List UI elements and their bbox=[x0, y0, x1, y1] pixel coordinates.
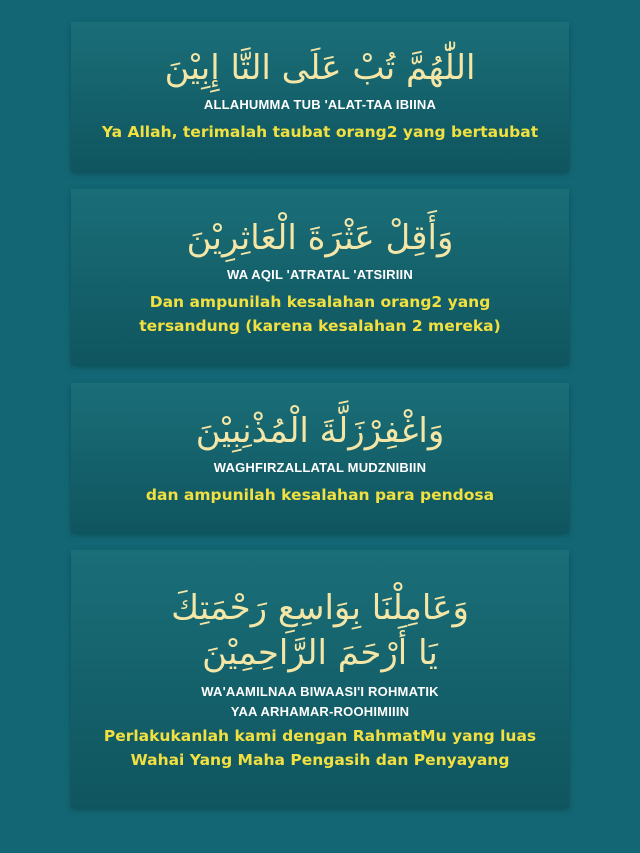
meaning-text-line-1: Perlakukanlah kami dengan RahmatMu yang luas bbox=[103, 727, 537, 746]
transliteration-text: ALLAHUMMA TUB 'ALAT-TAA IBIINA bbox=[203, 97, 437, 113]
arabic-text: وَأَقِلْ عَثْرَةَ الْعَاثِرِيْنَ bbox=[186, 218, 454, 259]
arabic-text-line-2: يَا أَرْحَمَ الرَّاحِمِيْنَ bbox=[202, 633, 438, 674]
prayer-card-2 bbox=[71, 189, 569, 365]
transliteration-text-line-2: YAA ARHAMAR-ROOHIMIIIN bbox=[230, 703, 410, 719]
meaning-text-line-2: tersandung (karena kesalahan 2 mereka) bbox=[139, 316, 501, 335]
meaning-text-line-1: Dan ampunilah kesalahan orang2 yang bbox=[149, 292, 491, 311]
arabic-text: وَاغْفِرْزَلَّةَ الْمُذْنِبِيْنَ bbox=[195, 411, 445, 452]
transliteration-text: WA AQIL 'ATRATAL 'ATSIRIIN bbox=[227, 267, 413, 283]
prayer-card-4 bbox=[71, 550, 569, 808]
arabic-text-line-1: وَعَامِلْنَا بِوَاسِعِ رَحْمَتِكَ bbox=[171, 587, 469, 628]
prayer-card-3 bbox=[71, 383, 569, 533]
meaning-text: Ya Allah, terimalah taubat orang2 yang bertaubat bbox=[101, 122, 539, 141]
transliteration-text-line-1: WA'AAMILNAA BIWAASI'I ROHMATIK bbox=[201, 684, 439, 700]
prayer-card-1 bbox=[71, 22, 569, 172]
meaning-text: dan ampunilah kesalahan para pendosa bbox=[145, 485, 495, 504]
meaning-text-line-2: Wahai Yang Maha Pengasih dan Penyayang bbox=[130, 751, 510, 770]
arabic-text: اللّٰهُمَّ تُبْ عَلَى التَّا إِبِيْنَ bbox=[164, 48, 476, 89]
transliteration-text: WAGHFIRZALLATAL MUDZNIBIIN bbox=[213, 460, 427, 476]
